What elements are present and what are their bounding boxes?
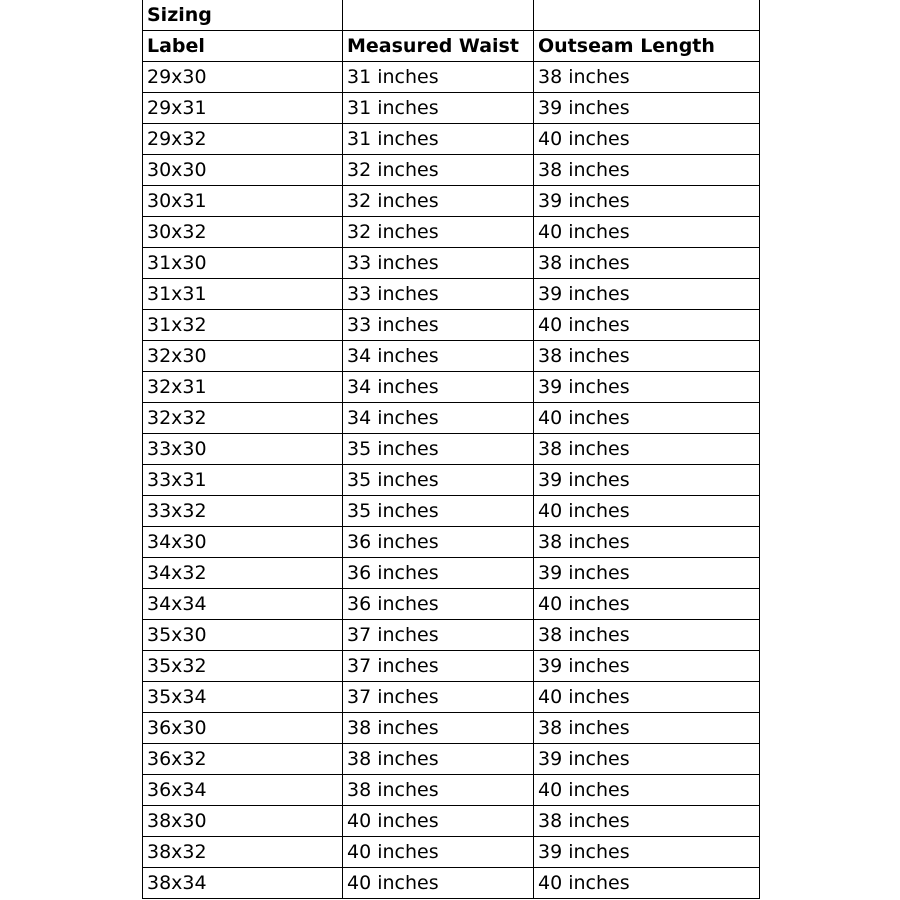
table-row bbox=[143, 713, 760, 744]
outseam-length-cell: 38 inches bbox=[534, 155, 760, 186]
sizing-table bbox=[142, 0, 760, 899]
outseam-length-cell: 40 inches bbox=[534, 775, 760, 806]
size-label-cell: 36x30 bbox=[143, 713, 343, 744]
table-row bbox=[143, 434, 760, 465]
size-label-cell: 32x32 bbox=[143, 403, 343, 434]
table-row bbox=[143, 93, 760, 124]
outseam-length-cell: 38 inches bbox=[534, 527, 760, 558]
outseam-length-cell: 39 inches bbox=[534, 837, 760, 868]
table-row bbox=[143, 186, 760, 217]
measured-waist-cell: 31 inches bbox=[343, 124, 534, 155]
measured-waist-cell: 37 inches bbox=[343, 682, 534, 713]
size-label-cell: 38x30 bbox=[143, 806, 343, 837]
table-row bbox=[143, 558, 760, 589]
measured-waist-cell: 36 inches bbox=[343, 558, 534, 589]
empty-cell bbox=[343, 0, 534, 31]
table-row bbox=[143, 465, 760, 496]
measured-waist-cell: 34 inches bbox=[343, 403, 534, 434]
table-row bbox=[143, 744, 760, 775]
size-label-cell: 30x32 bbox=[143, 217, 343, 248]
size-label-cell: 35x34 bbox=[143, 682, 343, 713]
size-label-cell: 35x32 bbox=[143, 651, 343, 682]
header-measured-waist: Measured Waist bbox=[343, 31, 534, 62]
size-label-cell: 32x31 bbox=[143, 372, 343, 403]
size-label-cell: 34x30 bbox=[143, 527, 343, 558]
table-row bbox=[143, 155, 760, 186]
measured-waist-cell: 40 inches bbox=[343, 837, 534, 868]
size-label-cell: 30x31 bbox=[143, 186, 343, 217]
outseam-length-cell: 39 inches bbox=[534, 465, 760, 496]
size-label-cell: 29x31 bbox=[143, 93, 343, 124]
outseam-length-cell: 39 inches bbox=[534, 558, 760, 589]
table-row bbox=[143, 124, 760, 155]
size-label-cell: 33x31 bbox=[143, 465, 343, 496]
measured-waist-cell: 32 inches bbox=[343, 155, 534, 186]
measured-waist-cell: 40 inches bbox=[343, 806, 534, 837]
size-label-cell: 33x32 bbox=[143, 496, 343, 527]
measured-waist-cell: 32 inches bbox=[343, 217, 534, 248]
empty-cell bbox=[534, 0, 760, 31]
outseam-length-cell: 38 inches bbox=[534, 341, 760, 372]
measured-waist-cell: 36 inches bbox=[343, 527, 534, 558]
outseam-length-cell: 40 inches bbox=[534, 496, 760, 527]
header-row bbox=[143, 31, 760, 62]
measured-waist-cell: 34 inches bbox=[343, 341, 534, 372]
measured-waist-cell: 35 inches bbox=[343, 465, 534, 496]
table-row bbox=[143, 775, 760, 806]
table-row bbox=[143, 651, 760, 682]
measured-waist-cell: 34 inches bbox=[343, 372, 534, 403]
outseam-length-cell: 40 inches bbox=[534, 403, 760, 434]
table-row bbox=[143, 310, 760, 341]
table-row bbox=[143, 837, 760, 868]
outseam-length-cell: 38 inches bbox=[534, 806, 760, 837]
size-label-cell: 31x32 bbox=[143, 310, 343, 341]
outseam-length-cell: 39 inches bbox=[534, 93, 760, 124]
table-row bbox=[143, 806, 760, 837]
outseam-length-cell: 40 inches bbox=[534, 310, 760, 341]
measured-waist-cell: 35 inches bbox=[343, 496, 534, 527]
measured-waist-cell: 37 inches bbox=[343, 620, 534, 651]
size-label-cell: 31x30 bbox=[143, 248, 343, 279]
measured-waist-cell: 38 inches bbox=[343, 775, 534, 806]
table-row bbox=[143, 341, 760, 372]
measured-waist-cell: 38 inches bbox=[343, 744, 534, 775]
outseam-length-cell: 38 inches bbox=[534, 713, 760, 744]
outseam-length-cell: 40 inches bbox=[534, 124, 760, 155]
table-row bbox=[143, 279, 760, 310]
title-row bbox=[143, 0, 760, 31]
measured-waist-cell: 37 inches bbox=[343, 651, 534, 682]
table-row bbox=[143, 682, 760, 713]
size-label-cell: 34x34 bbox=[143, 589, 343, 620]
size-label-cell: 32x30 bbox=[143, 341, 343, 372]
size-label-cell: 34x32 bbox=[143, 558, 343, 589]
size-label-cell: 31x31 bbox=[143, 279, 343, 310]
table-row bbox=[143, 527, 760, 558]
outseam-length-cell: 38 inches bbox=[534, 434, 760, 465]
header-label: Label bbox=[143, 31, 343, 62]
measured-waist-cell: 31 inches bbox=[343, 62, 534, 93]
outseam-length-cell: 39 inches bbox=[534, 372, 760, 403]
size-label-cell: 36x34 bbox=[143, 775, 343, 806]
table-row bbox=[143, 403, 760, 434]
sizing-table-body bbox=[143, 0, 760, 899]
size-label-cell: 33x30 bbox=[143, 434, 343, 465]
header-outseam-length: Outseam Length bbox=[534, 31, 760, 62]
table-row bbox=[143, 217, 760, 248]
outseam-length-cell: 39 inches bbox=[534, 744, 760, 775]
table-row bbox=[143, 868, 760, 899]
outseam-length-cell: 39 inches bbox=[534, 651, 760, 682]
outseam-length-cell: 38 inches bbox=[534, 62, 760, 93]
size-label-cell: 29x32 bbox=[143, 124, 343, 155]
size-label-cell: 38x34 bbox=[143, 868, 343, 899]
outseam-length-cell: 40 inches bbox=[534, 682, 760, 713]
outseam-length-cell: 40 inches bbox=[534, 589, 760, 620]
measured-waist-cell: 35 inches bbox=[343, 434, 534, 465]
table-row bbox=[143, 372, 760, 403]
outseam-length-cell: 39 inches bbox=[534, 279, 760, 310]
size-label-cell: 30x30 bbox=[143, 155, 343, 186]
measured-waist-cell: 32 inches bbox=[343, 186, 534, 217]
outseam-length-cell: 38 inches bbox=[534, 620, 760, 651]
measured-waist-cell: 31 inches bbox=[343, 93, 534, 124]
size-label-cell: 29x30 bbox=[143, 62, 343, 93]
measured-waist-cell: 33 inches bbox=[343, 279, 534, 310]
size-label-cell: 38x32 bbox=[143, 837, 343, 868]
size-label-cell: 36x32 bbox=[143, 744, 343, 775]
table-row bbox=[143, 589, 760, 620]
measured-waist-cell: 33 inches bbox=[343, 248, 534, 279]
measured-waist-cell: 36 inches bbox=[343, 589, 534, 620]
outseam-length-cell: 39 inches bbox=[534, 186, 760, 217]
measured-waist-cell: 33 inches bbox=[343, 310, 534, 341]
table-row bbox=[143, 248, 760, 279]
table-row bbox=[143, 62, 760, 93]
table-row bbox=[143, 620, 760, 651]
outseam-length-cell: 38 inches bbox=[534, 248, 760, 279]
table-row bbox=[143, 496, 760, 527]
outseam-length-cell: 40 inches bbox=[534, 868, 760, 899]
sizing-title-cell: Sizing bbox=[143, 0, 343, 31]
outseam-length-cell: 40 inches bbox=[534, 217, 760, 248]
measured-waist-cell: 40 inches bbox=[343, 868, 534, 899]
size-label-cell: 35x30 bbox=[143, 620, 343, 651]
measured-waist-cell: 38 inches bbox=[343, 713, 534, 744]
